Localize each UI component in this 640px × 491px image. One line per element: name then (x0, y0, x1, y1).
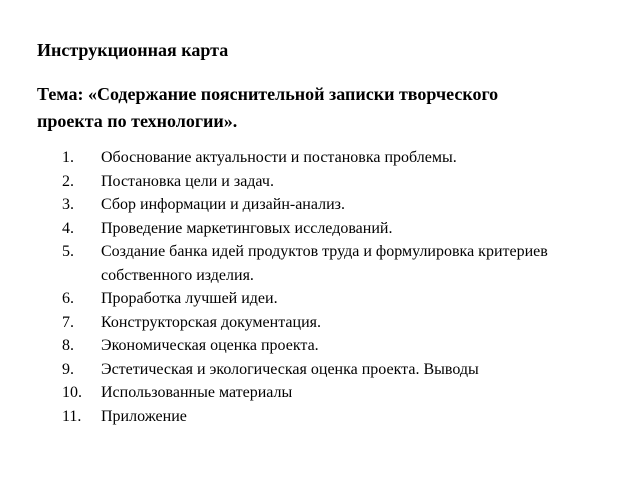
item-text (101, 358, 616, 382)
list-item (0, 358, 640, 382)
item-number: 4. (62, 219, 74, 237)
topic-heading (37, 81, 617, 135)
item-text (101, 170, 616, 194)
item-number: 8. (62, 337, 74, 354)
item-text-line: Конструкторская документация. (101, 313, 321, 331)
item-text-line: Экономическая оценка проекта. (101, 337, 319, 354)
list-item (0, 381, 640, 405)
list-item (0, 311, 640, 335)
item-number: 5. (62, 243, 74, 260)
item-number: 11. (62, 407, 82, 425)
item-text-line: Приложение (101, 407, 187, 425)
item-text (101, 287, 616, 311)
topic-line-2: проекта по технологии». (37, 111, 238, 131)
item-number: 7. (62, 313, 74, 331)
item-text (101, 217, 616, 241)
item-number: 2. (62, 172, 74, 190)
item-text-line: Использованные материалы (101, 384, 293, 401)
item-text-line: Сбор информации и дизайн-анализ. (101, 196, 345, 213)
item-text-line: Постановка цели и задач. (101, 172, 274, 190)
item-text (101, 311, 616, 335)
item-text (101, 405, 616, 429)
list-item (0, 170, 640, 194)
item-text-line: собственного изделия. (101, 266, 254, 284)
item-text (101, 240, 616, 287)
list-item (0, 334, 640, 358)
item-number: 9. (62, 360, 74, 378)
list-item (0, 146, 640, 170)
contents-list (0, 146, 640, 428)
item-text-line: Проведение маркетинговых исследований. (101, 219, 393, 237)
item-text (101, 334, 616, 358)
item-text-line: Обоснование актуальности и постановка проблемы. (101, 149, 457, 166)
item-text (101, 193, 616, 217)
list-item (0, 217, 640, 241)
item-text-line: Создание банка идей продуктов труда и формулировка критериев (101, 243, 548, 260)
item-text-line: Проработка лучшей идеи. (101, 290, 278, 307)
topic-line-1: Тема: «Содержание пояснительной записки творческого (37, 84, 499, 104)
item-text (101, 381, 616, 405)
item-number: 3. (62, 196, 74, 213)
list-item (0, 240, 640, 287)
list-item (0, 405, 640, 429)
item-text-line: Эстетическая и экологическая оценка проекта. Выводы (101, 360, 479, 378)
list-item (0, 193, 640, 217)
list-item (0, 287, 640, 311)
item-number: 6. (62, 290, 74, 307)
item-number: 10. (62, 384, 82, 401)
item-text (101, 146, 616, 170)
document-title: Инструкционная карта (37, 40, 229, 60)
item-number: 1. (62, 149, 74, 166)
